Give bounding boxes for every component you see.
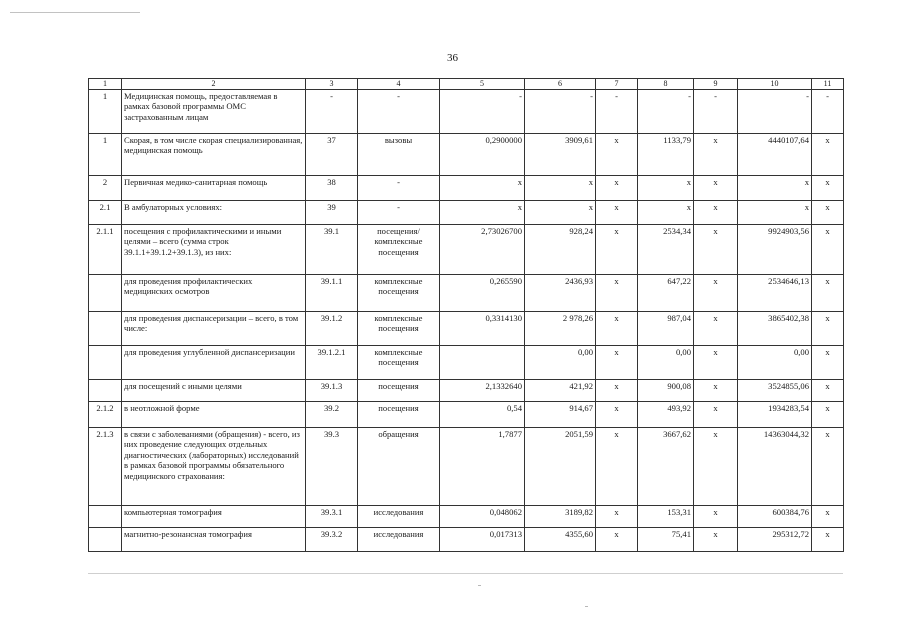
col9-cell: x — [694, 311, 738, 345]
row-name-cell: в неотложной форме — [122, 401, 306, 427]
col7-cell: x — [596, 175, 638, 200]
row-name-cell: для проведения углубленной диспансеризации — [122, 345, 306, 379]
row-unit-cell: комплексные посещения — [358, 345, 440, 379]
header-cell: 9 — [694, 79, 738, 90]
col10-cell: 4440107,64 — [738, 133, 812, 175]
table-row — [89, 427, 844, 505]
col10-cell: 9924903,56 — [738, 224, 812, 274]
table-row — [89, 200, 844, 224]
row-number-cell: 1 — [89, 89, 122, 133]
col9-cell: x — [694, 401, 738, 427]
col8-cell: 3667,62 — [638, 427, 694, 505]
col5-cell: - — [440, 89, 525, 133]
scan-speck — [478, 585, 481, 586]
col6-cell: 2 978,26 — [525, 311, 596, 345]
col9-cell: x — [694, 175, 738, 200]
col8-cell: 0,00 — [638, 345, 694, 379]
row-code-cell: 39.3.2 — [306, 527, 358, 551]
col5-cell: 0,048062 — [440, 505, 525, 527]
row-number-cell: 1 — [89, 133, 122, 175]
row-code-cell: 39.1.3 — [306, 379, 358, 401]
table-row — [89, 401, 844, 427]
col9-cell: x — [694, 345, 738, 379]
header-cell: 3 — [306, 79, 358, 90]
col10-cell: 2534646,13 — [738, 274, 812, 311]
row-number-cell — [89, 505, 122, 527]
tariff-table — [88, 78, 844, 552]
col11-cell: x — [812, 379, 844, 401]
col11-cell: - — [812, 89, 844, 133]
row-code-cell: 39.1.2 — [306, 311, 358, 345]
row-number-cell — [89, 345, 122, 379]
col6-cell: 2436,93 — [525, 274, 596, 311]
row-unit-cell: - — [358, 200, 440, 224]
col11-cell: x — [812, 200, 844, 224]
col10-cell: 3524855,06 — [738, 379, 812, 401]
row-name-cell: Медицинская помощь, предоставляемая в рамках базовой программы ОМС застрахованным лицам — [122, 89, 306, 133]
row-number-cell — [89, 274, 122, 311]
row-code-cell: 39.3 — [306, 427, 358, 505]
row-code-cell: 39.1 — [306, 224, 358, 274]
col8-cell: x — [638, 175, 694, 200]
row-code-cell: 39.1.2.1 — [306, 345, 358, 379]
row-unit-cell: посещения — [358, 379, 440, 401]
col11-cell: x — [812, 345, 844, 379]
row-code-cell: 38 — [306, 175, 358, 200]
col9-cell: x — [694, 527, 738, 551]
col8-cell: 153,31 — [638, 505, 694, 527]
header-cell: 7 — [596, 79, 638, 90]
col10-cell: 1934283,54 — [738, 401, 812, 427]
table-row — [89, 274, 844, 311]
table-row — [89, 311, 844, 345]
row-code-cell: 37 — [306, 133, 358, 175]
row-code-cell: 39.3.1 — [306, 505, 358, 527]
col11-cell: x — [812, 427, 844, 505]
table-row — [89, 505, 844, 527]
row-name-cell: для посещений с иными целями — [122, 379, 306, 401]
row-unit-cell: комплексные посещения — [358, 311, 440, 345]
col9-cell: x — [694, 505, 738, 527]
col8-cell: 987,04 — [638, 311, 694, 345]
col6-cell: - — [525, 89, 596, 133]
col9-cell: - — [694, 89, 738, 133]
header-row — [89, 79, 844, 90]
col6-cell: 3189,82 — [525, 505, 596, 527]
col9-cell: x — [694, 427, 738, 505]
col8-cell: - — [638, 89, 694, 133]
row-name-cell: для проведения диспансеризации – всего, в том числе: — [122, 311, 306, 345]
row-name-cell: компьютерная томография — [122, 505, 306, 527]
header-cell: 11 — [812, 79, 844, 90]
col7-cell: x — [596, 274, 638, 311]
row-unit-cell: комплексные посещения — [358, 274, 440, 311]
col7-cell: x — [596, 200, 638, 224]
row-name-cell: для проведения профилактических медицинских осмотров — [122, 274, 306, 311]
col10-cell: x — [738, 175, 812, 200]
col7-cell: x — [596, 345, 638, 379]
col8-cell: 1133,79 — [638, 133, 694, 175]
row-unit-cell: обращения — [358, 427, 440, 505]
col7-cell: x — [596, 224, 638, 274]
col7-cell: x — [596, 401, 638, 427]
header-cell: 4 — [358, 79, 440, 90]
col11-cell: x — [812, 311, 844, 345]
col8-cell: x — [638, 200, 694, 224]
col10-cell: 600384,76 — [738, 505, 812, 527]
header-cell: 1 — [89, 79, 122, 90]
col7-cell: x — [596, 311, 638, 345]
header-cell: 8 — [638, 79, 694, 90]
col6-cell: 4355,60 — [525, 527, 596, 551]
col6-cell: 0,00 — [525, 345, 596, 379]
col10-cell: 0,00 — [738, 345, 812, 379]
col5-cell: 0,3314130 — [440, 311, 525, 345]
col8-cell: 647,22 — [638, 274, 694, 311]
header-cell: 2 — [122, 79, 306, 90]
col11-cell: x — [812, 527, 844, 551]
row-unit-cell: исследования — [358, 505, 440, 527]
col5-cell: 1,7877 — [440, 427, 525, 505]
col6-cell: 421,92 — [525, 379, 596, 401]
bottom-scan-line — [88, 573, 843, 574]
col11-cell: x — [812, 274, 844, 311]
col11-cell: x — [812, 133, 844, 175]
col7-cell: - — [596, 89, 638, 133]
col7-cell: x — [596, 505, 638, 527]
row-name-cell: В амбулаторных условиях: — [122, 200, 306, 224]
col11-cell: x — [812, 224, 844, 274]
row-name-cell: Скорая, в том числе скорая специализированная, медицинская помощь — [122, 133, 306, 175]
col5-cell: 0,265590 — [440, 274, 525, 311]
col10-cell: - — [738, 89, 812, 133]
scan-artifact — [10, 12, 140, 17]
row-code-cell: 39.2 — [306, 401, 358, 427]
row-name-cell: посещения с профилактическими и иными целями – всего (сумма строк 39.1.1+39.1.2+39.1.3), из них: — [122, 224, 306, 274]
header-cell: 6 — [525, 79, 596, 90]
col5-cell: x — [440, 200, 525, 224]
row-name-cell: Первичная медико-санитарная помощь — [122, 175, 306, 200]
table-row — [89, 224, 844, 274]
header-cell: 5 — [440, 79, 525, 90]
col9-cell: x — [694, 274, 738, 311]
col8-cell: 75,41 — [638, 527, 694, 551]
row-number-cell: 2 — [89, 175, 122, 200]
row-name-cell: магнитно-резонансная томография — [122, 527, 306, 551]
row-unit-cell: - — [358, 89, 440, 133]
col11-cell: x — [812, 401, 844, 427]
col10-cell: 3865402,38 — [738, 311, 812, 345]
row-number-cell: 2.1.2 — [89, 401, 122, 427]
col10-cell: 295312,72 — [738, 527, 812, 551]
page-number: 36 — [447, 52, 458, 64]
row-number-cell: 2.1.3 — [89, 427, 122, 505]
table-row — [89, 345, 844, 379]
table-row — [89, 379, 844, 401]
row-unit-cell: посещения/ комплексные посещения — [358, 224, 440, 274]
row-unit-cell: посещения — [358, 401, 440, 427]
header-cell: 10 — [738, 79, 812, 90]
col11-cell: x — [812, 505, 844, 527]
col9-cell: x — [694, 133, 738, 175]
col5-cell: 2,73026700 — [440, 224, 525, 274]
col7-cell: x — [596, 427, 638, 505]
row-name-cell: в связи с заболеваниями (обращения) - всего, из них проведение следующих отдельных диагностических (лабораторных) исследований в рамках базовой программы обязательного медицинского страхования: — [122, 427, 306, 505]
table-row — [89, 133, 844, 175]
col9-cell: x — [694, 379, 738, 401]
col11-cell: x — [812, 175, 844, 200]
col6-cell: x — [525, 200, 596, 224]
col6-cell: x — [525, 175, 596, 200]
scan-speck — [585, 606, 588, 607]
col8-cell: 900,08 — [638, 379, 694, 401]
col5-cell: x — [440, 175, 525, 200]
table-row — [89, 175, 844, 200]
col7-cell: x — [596, 133, 638, 175]
table-row — [89, 89, 844, 133]
col7-cell: x — [596, 527, 638, 551]
row-unit-cell: исследования — [358, 527, 440, 551]
col5-cell — [440, 345, 525, 379]
col8-cell: 493,92 — [638, 401, 694, 427]
col6-cell: 3909,61 — [525, 133, 596, 175]
col5-cell: 2,1332640 — [440, 379, 525, 401]
col10-cell: x — [738, 200, 812, 224]
row-number-cell: 2.1.1 — [89, 224, 122, 274]
row-code-cell: 39 — [306, 200, 358, 224]
row-unit-cell: - — [358, 175, 440, 200]
col7-cell: x — [596, 379, 638, 401]
col8-cell: 2534,34 — [638, 224, 694, 274]
row-code-cell: 39.1.1 — [306, 274, 358, 311]
col6-cell: 914,67 — [525, 401, 596, 427]
col6-cell: 2051,59 — [525, 427, 596, 505]
row-number-cell — [89, 379, 122, 401]
row-number-cell — [89, 311, 122, 345]
row-code-cell: - — [306, 89, 358, 133]
col9-cell: x — [694, 224, 738, 274]
col10-cell: 14363044,32 — [738, 427, 812, 505]
col5-cell: 0,54 — [440, 401, 525, 427]
table-row — [89, 527, 844, 551]
col5-cell: 0,017313 — [440, 527, 525, 551]
row-number-cell — [89, 527, 122, 551]
row-unit-cell: вызовы — [358, 133, 440, 175]
col5-cell: 0,2900000 — [440, 133, 525, 175]
col6-cell: 928,24 — [525, 224, 596, 274]
col9-cell: x — [694, 200, 738, 224]
row-number-cell: 2.1 — [89, 200, 122, 224]
